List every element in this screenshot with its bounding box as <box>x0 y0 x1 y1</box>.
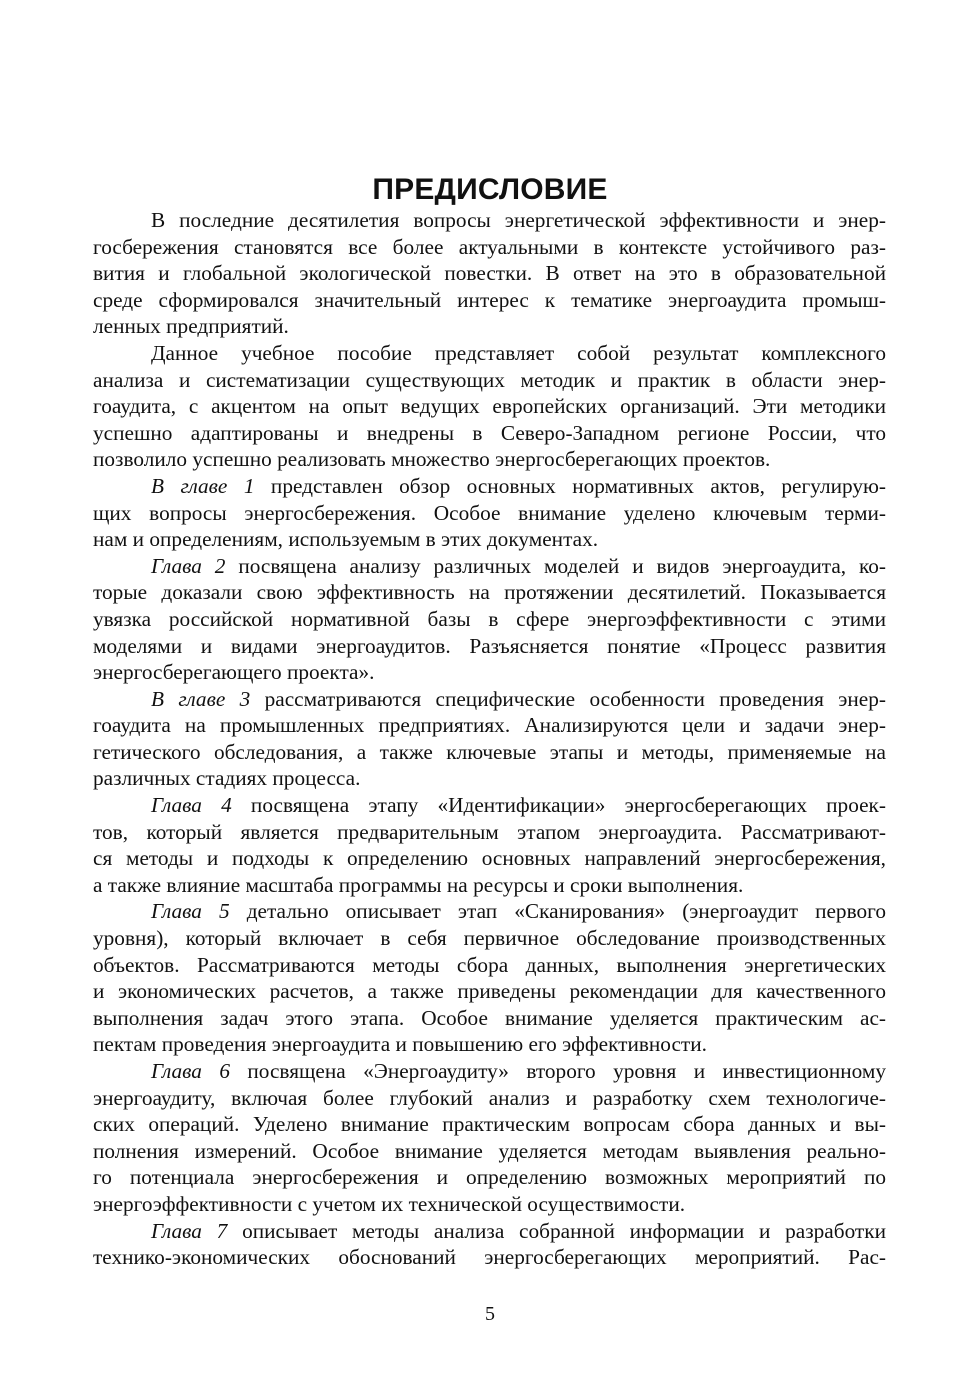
text-line <box>93 1164 886 1191</box>
line-text: описывает методы анализа собранной информации и разработки <box>227 1218 886 1243</box>
line-text: Данное учебное пособие представляет собой результат комплексного <box>151 340 886 365</box>
paragraph <box>93 898 886 1058</box>
text-line <box>93 526 886 553</box>
text-line <box>93 1058 886 1085</box>
paragraph <box>93 1058 886 1218</box>
text-line <box>93 340 886 367</box>
text-line <box>93 659 886 686</box>
line-text: энергоэффективности с учетом их технической осуществимости. <box>93 1191 686 1216</box>
line-text: пектам проведения энергоаудита и повышению его эффективности. <box>93 1032 707 1057</box>
text-line <box>93 606 886 633</box>
line-text: тов, который является предварительным этапом энергоаудита. Рассматривают- <box>93 819 886 844</box>
text-line <box>93 872 886 899</box>
page-title: ПРЕДИСЛОВИЕ <box>372 173 608 207</box>
line-text: го потенциала энергосбережения и определению возможных мероприятий по <box>93 1165 886 1190</box>
line-text: торые доказали свою эффективность на протяжении десятилетий. Показывается <box>93 580 886 605</box>
chapter-reference: Глава 2 <box>151 553 226 578</box>
page-number: 5 <box>485 1303 495 1325</box>
text-line <box>93 978 886 1005</box>
text-line <box>93 739 886 766</box>
line-text: позволило успешно реализовать множество энергосберегающих проектов. <box>93 447 771 472</box>
text-line <box>93 792 886 819</box>
line-text: а также влияние масштаба программы на ресурсы и сроки выполнения. <box>93 872 744 897</box>
text-line <box>93 1005 886 1032</box>
text-line <box>93 393 886 420</box>
text-line <box>93 1085 886 1112</box>
chapter-reference: Глава 6 <box>151 1059 230 1083</box>
line-text: гетического обследования, а также ключевые этапы и методы, применяемые на <box>93 739 886 764</box>
text-line <box>93 898 886 925</box>
text-line <box>93 1138 886 1165</box>
line-text: полнения измерений. Особое внимание уделяется методам выявления реально- <box>93 1138 886 1163</box>
paragraph <box>93 553 886 686</box>
chapter-reference: Глава 4 <box>151 793 232 818</box>
text-line <box>93 686 886 713</box>
text-line <box>93 287 886 314</box>
chapter-reference: В главе 1 <box>151 473 255 498</box>
paragraph <box>93 340 886 473</box>
line-text: посвящена «Энергоаудиту» второго уровня и инвестиционному <box>229 1059 886 1083</box>
line-text: щих вопросы энергосбережения. Особое внимание уделено ключевым терми- <box>93 500 886 525</box>
text-line <box>93 1031 886 1058</box>
text-line <box>93 633 886 660</box>
line-text: гоаудита на промышленных предприятиях. Анализируются цели и задачи энер- <box>93 713 886 738</box>
text-line <box>93 500 886 527</box>
text-line <box>93 1111 886 1138</box>
line-text: госбережения становятся все более актуальными в контексте устойчивого раз- <box>93 234 886 259</box>
paragraph <box>93 686 886 792</box>
line-text: увязка российской нормативной базы в сфере энергоэффективности с этими <box>93 606 886 631</box>
line-text: моделями и видами энергоаудитов. Разъясняется понятие «Процесс развития <box>93 633 886 658</box>
text-line <box>93 1191 886 1218</box>
paragraph <box>93 792 886 898</box>
line-text: успешно адаптированы и внедрены в Северо-Западном регионе России, что <box>93 420 886 445</box>
line-text: объектов. Рассматриваются методы сбора данных, выполнения энергетических <box>93 952 886 977</box>
line-text: представлен обзор основных нормативных актов, регулирую- <box>254 473 886 498</box>
paragraph <box>93 207 886 340</box>
text-line <box>93 553 886 580</box>
text-line <box>93 819 886 846</box>
line-text: посвящена анализу различных моделей и видов энергоаудита, ко- <box>225 553 887 578</box>
text-line <box>93 420 886 447</box>
text-line <box>93 473 886 500</box>
text-line <box>93 712 886 739</box>
line-text: ских операций. Уделено внимание практическим вопросам сбора данных и вы- <box>93 1112 886 1137</box>
chapter-reference: Глава 7 <box>151 1218 228 1243</box>
text-line <box>93 260 886 287</box>
text-line <box>93 765 886 792</box>
line-text: и экономических расчетов, а также приведены рекомендации для качественного <box>93 979 886 1004</box>
line-text: энергоаудиту, включая более глубокий анализ и разработку схем технологиче- <box>93 1085 886 1110</box>
paragraph <box>93 1218 886 1271</box>
chapter-reference: Глава 5 <box>151 899 230 924</box>
line-text: среде сформировался значительный интерес к тематике энергоаудита промыш- <box>93 287 886 312</box>
text-line <box>93 207 886 234</box>
text-line <box>93 313 886 340</box>
text-line <box>93 1244 886 1271</box>
line-text: рассматриваются специфические особенности проведения энер- <box>250 686 886 711</box>
line-text: вития и глобальной экологической повестки. В ответ на это в образовательной <box>93 261 886 286</box>
text-line <box>93 367 886 394</box>
line-text: нам и определениям, используемым в этих документах. <box>93 527 599 552</box>
text-line <box>93 925 886 952</box>
text-line <box>93 446 886 473</box>
line-text: посвящена этапу «Идентификации» энергосберегающих проек- <box>231 793 886 818</box>
body-text <box>93 207 886 1271</box>
text-line <box>93 579 886 606</box>
line-text: ленных предприятий. <box>93 314 289 339</box>
line-text: ся методы и подходы к определению основных направлений энергосбережения, <box>93 846 886 871</box>
paragraph <box>93 473 886 553</box>
line-text: детально описывает этап «Сканирования» (энергоаудит первого <box>229 899 886 924</box>
text-line <box>93 1218 886 1245</box>
text-line <box>93 952 886 979</box>
text-line <box>93 234 886 261</box>
line-text: гоаудита, с акцентом на опыт ведущих европейских организаций. Эти методики <box>93 394 886 419</box>
line-text: выполнения задач этого этапа. Особое внимание уделяется практическим ас- <box>93 1005 886 1030</box>
line-text: энергосберегающего проекта». <box>93 660 375 685</box>
line-text: уровня), который включает в себя первичное обследование производственных <box>93 926 886 951</box>
text-line <box>93 845 886 872</box>
chapter-reference: В главе 3 <box>151 686 251 711</box>
line-text: анализа и систематизации существующих методик и практик в области энер- <box>93 367 886 392</box>
line-text: различных стадиях процесса. <box>93 766 361 791</box>
line-text: технико-экономических обоснований энергосберегающих мероприятий. Рас- <box>93 1245 886 1270</box>
line-text: В последние десятилетия вопросы энергетической эффективности и энер- <box>151 208 886 232</box>
